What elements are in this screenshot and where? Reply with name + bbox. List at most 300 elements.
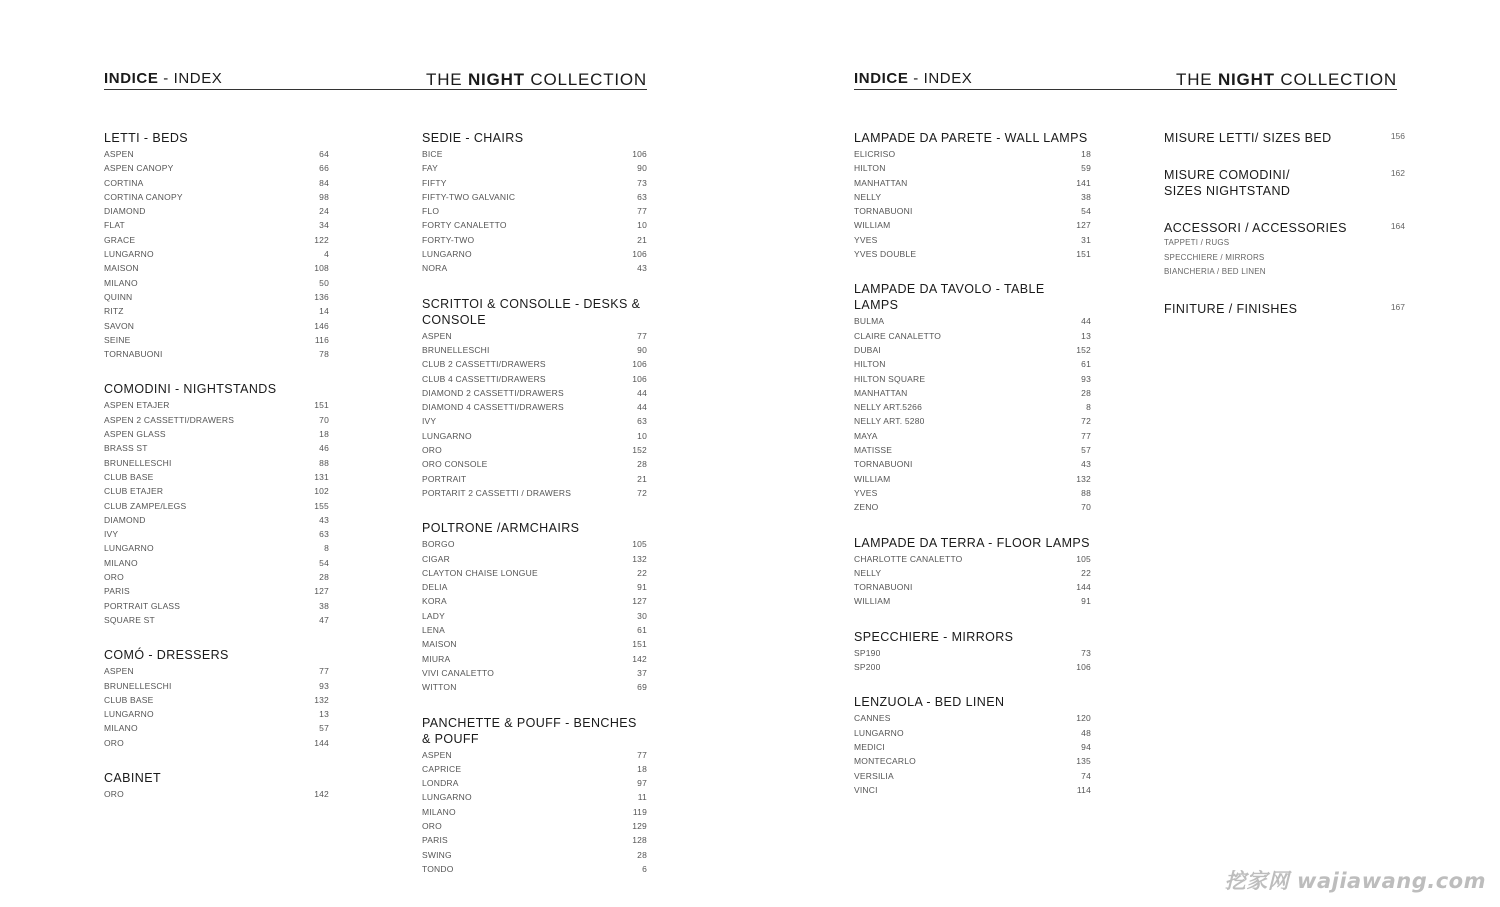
index-entry[interactable] (854, 769, 1091, 783)
entry-page-number: 13 (319, 709, 329, 720)
entry-page-number: 127 (314, 586, 329, 597)
entry-name: SP190 (854, 647, 881, 658)
toc-title: ACCESSORI / ACCESSORIES (1164, 221, 1347, 235)
section-title: LAMPADE DA PARETE - WALL LAMPS (854, 131, 1088, 145)
entry-page-number: 43 (1081, 459, 1091, 470)
toc-title: FINITURE / FINISHES (1164, 301, 1298, 316)
entry-name: MANHATTAN (854, 387, 908, 398)
index-entry[interactable] (104, 570, 329, 584)
index-entry[interactable] (104, 499, 329, 513)
entry-name: MEDICI (854, 741, 885, 752)
entry-name: LUNGARNO (854, 727, 904, 738)
index-entry[interactable] (422, 790, 647, 804)
entry-page-number: 127 (632, 596, 647, 607)
index-entry[interactable] (854, 190, 1091, 204)
entry-name: WILLIAM (854, 220, 891, 231)
entry-page-number: 84 (319, 177, 329, 188)
entry-name: CLUB 4 CASSETTI/DRAWERS (422, 373, 546, 384)
entry-name: ORO (422, 820, 442, 831)
index-entry[interactable] (422, 862, 647, 876)
entry-name: WILLIAM (854, 473, 891, 484)
index-entry[interactable] (104, 319, 329, 333)
entry-name: BRUNELLESCHI (104, 457, 172, 468)
entry-name: ASPEN CANOPY (104, 163, 174, 174)
entry-page-number: 14 (319, 306, 329, 317)
index-entry[interactable] (104, 679, 329, 693)
entry-name: HILTON SQUARE (854, 373, 926, 384)
index-entry[interactable] (104, 261, 329, 275)
index-entry[interactable] (104, 664, 329, 678)
entry-name: ASPEN ETAJER (104, 400, 170, 411)
entry-page-number: 135 (1076, 756, 1091, 767)
index-entry[interactable] (104, 398, 329, 412)
index-column-1 (104, 130, 329, 821)
index-entry[interactable] (422, 357, 647, 371)
index-entry[interactable] (854, 204, 1091, 218)
index-column-3 (854, 130, 1091, 817)
index-entry[interactable] (422, 805, 647, 819)
toc-entry[interactable] (1164, 220, 1405, 280)
entry-page-number: 18 (1081, 149, 1091, 159)
entry-page-number: 44 (1081, 316, 1091, 327)
index-entry[interactable] (854, 233, 1091, 247)
index-entry[interactable] (104, 541, 329, 555)
index-entry[interactable] (854, 594, 1091, 608)
entry-page-number: 28 (637, 849, 647, 860)
index-entry[interactable] (104, 247, 329, 261)
index-entry[interactable] (422, 776, 647, 790)
entry-page-number: 10 (637, 430, 647, 441)
entry-name: DIAMOND 4 CASSETTI/DRAWERS (422, 402, 564, 413)
index-entry[interactable] (854, 726, 1091, 740)
index-entry[interactable] (854, 247, 1091, 261)
entry-name: BORGO (422, 539, 455, 550)
entry-name: LONDRA (422, 778, 459, 789)
entry-name: VERSILIA (854, 770, 894, 781)
entry-page-number: 90 (637, 163, 647, 174)
index-entry[interactable] (854, 783, 1091, 797)
index-entry[interactable] (854, 357, 1091, 371)
entry-page-number: 132 (1076, 473, 1091, 484)
entry-name: MAISON (104, 263, 139, 274)
entry-name: ASPEN GLASS (104, 429, 166, 440)
entry-name: YVES (854, 487, 878, 498)
index-entry[interactable] (854, 660, 1091, 674)
entry-page-number: 73 (1081, 647, 1091, 658)
index-entry[interactable] (854, 161, 1091, 175)
entry-name: WITTON (422, 682, 457, 693)
entry-name: SWING (422, 849, 452, 860)
entry-page-number: 98 (319, 191, 329, 202)
index-entry[interactable] (854, 580, 1091, 594)
index-entry[interactable] (104, 470, 329, 484)
entry-name: LADY (422, 610, 446, 621)
index-entry[interactable] (422, 329, 647, 343)
entry-name: LUNGARNO (104, 709, 154, 720)
index-entry[interactable] (422, 386, 647, 400)
entry-name: HILTON (854, 163, 886, 174)
index-entry[interactable] (422, 472, 647, 486)
index-entry[interactable] (854, 646, 1091, 660)
entry-page-number: 47 (319, 614, 329, 625)
index-entry[interactable] (854, 372, 1091, 386)
entry-name: TORNABUONI (854, 206, 913, 217)
index-section (854, 130, 1091, 261)
entry-name: VINCI (854, 784, 878, 795)
entry-page-number: 46 (319, 443, 329, 454)
entry-page-number: 28 (637, 459, 647, 470)
index-section (854, 535, 1091, 609)
entry-name: CLUB ETAJER (104, 486, 164, 497)
index-entry[interactable] (422, 218, 647, 232)
index-entry[interactable] (854, 457, 1091, 471)
entry-name: CAPRICE (422, 763, 462, 774)
entry-page-number: 4 (324, 249, 329, 260)
entry-name: SP200 (854, 662, 881, 673)
index-entry[interactable] (422, 190, 647, 204)
index-entry[interactable] (854, 314, 1091, 328)
index-entry[interactable] (104, 176, 329, 190)
entry-name: KORA (422, 596, 447, 607)
index-entry[interactable] (422, 161, 647, 175)
entry-name: MONTECARLO (854, 756, 916, 767)
index-entry[interactable] (422, 343, 647, 357)
index-entry[interactable] (854, 343, 1091, 357)
section-title: LAMPADE DA TERRA - FLOOR LAMPS (854, 535, 1090, 550)
index-entry[interactable] (104, 721, 329, 735)
entry-page-number: 90 (637, 344, 647, 355)
entry-name: NELLY ART. 5280 (854, 416, 925, 427)
index-entry[interactable] (422, 848, 647, 862)
entry-page-number: 97 (637, 778, 647, 789)
entry-name: ASPEN (104, 666, 134, 677)
index-section (854, 629, 1091, 675)
index-section (104, 130, 329, 361)
index-section (104, 647, 329, 750)
index-entry[interactable] (854, 176, 1091, 190)
toc-page-number: 156 (1390, 131, 1405, 141)
entry-name: DIAMOND (104, 514, 146, 525)
index-entry[interactable] (104, 527, 329, 541)
index-entry[interactable] (854, 740, 1091, 754)
index-entry[interactable] (104, 513, 329, 527)
index-entry[interactable] (422, 429, 647, 443)
entry-page-number: 44 (637, 387, 647, 398)
index-entry[interactable] (854, 429, 1091, 443)
index-entry[interactable] (104, 276, 329, 290)
entry-name: ORO (104, 788, 124, 799)
entry-name: MANHATTAN (854, 177, 908, 188)
section-title: CABINET (104, 770, 161, 785)
toc-title: MISURE COMODINI/ SIZES NIGHTSTAND (1164, 168, 1291, 198)
entry-name: DELIA (422, 582, 448, 593)
index-entry[interactable] (422, 762, 647, 776)
entry-name: VIVI CANALETTO (422, 667, 495, 678)
entry-name: QUINN (104, 291, 133, 302)
toc-entry[interactable] (1164, 167, 1405, 199)
toc-page-number: 167 (1390, 301, 1405, 312)
index-entry[interactable] (104, 484, 329, 498)
index-entry[interactable] (422, 261, 647, 275)
index-entry[interactable] (104, 556, 329, 570)
entry-name: FORTY-TWO (422, 234, 475, 245)
index-entry[interactable] (104, 233, 329, 247)
index-entry[interactable] (422, 580, 647, 594)
index-entry[interactable] (422, 247, 647, 261)
entry-name: NELLY (854, 191, 882, 202)
index-entry[interactable] (104, 218, 329, 232)
entry-name: MILANO (104, 723, 138, 734)
entry-name: DIAMOND 2 CASSETTI/DRAWERS (422, 387, 564, 398)
index-entry[interactable] (422, 609, 647, 623)
entry-page-number: 69 (637, 682, 647, 693)
index-section (104, 770, 329, 801)
index-entry[interactable] (422, 443, 647, 457)
index-entry[interactable] (422, 400, 647, 414)
index-entry[interactable] (104, 161, 329, 175)
entry-page-number: 108 (314, 263, 329, 274)
index-entry[interactable] (104, 584, 329, 598)
index-entry[interactable] (104, 456, 329, 470)
entry-name: ASPEN (422, 330, 452, 341)
index-entry[interactable] (422, 457, 647, 471)
index-entry[interactable] (104, 290, 329, 304)
entry-page-number: 66 (319, 163, 329, 174)
entry-page-number: 18 (637, 763, 647, 774)
index-entry[interactable] (104, 304, 329, 318)
entry-page-number: 61 (637, 625, 647, 636)
entry-page-number: 44 (637, 402, 647, 413)
entry-name: CANNES (854, 713, 891, 724)
index-entry[interactable] (104, 147, 329, 161)
entry-page-number: 105 (1076, 553, 1091, 564)
entry-page-number: 34 (319, 220, 329, 231)
index-entry[interactable] (422, 594, 647, 608)
entry-page-number: 18 (319, 429, 329, 440)
section-title: LETTI - BEDS (104, 131, 188, 145)
entry-page-number: 151 (632, 639, 647, 650)
entry-name: YVES (854, 234, 878, 245)
index-column-4 (1164, 130, 1405, 338)
entry-page-number: 30 (637, 610, 647, 621)
index-entry[interactable] (104, 693, 329, 707)
entry-page-number: 132 (632, 553, 647, 564)
index-entry[interactable] (422, 204, 647, 218)
entry-name: ORO (104, 572, 124, 583)
entry-page-number: 106 (632, 249, 647, 260)
entry-page-number: 155 (314, 500, 329, 511)
entry-name: PARIS (422, 835, 448, 846)
index-entry[interactable] (104, 347, 329, 361)
index-entry[interactable] (422, 372, 647, 386)
index-entry[interactable] (854, 414, 1091, 428)
index-entry[interactable] (854, 147, 1091, 161)
index-entry[interactable] (854, 754, 1091, 768)
entry-page-number: 106 (632, 373, 647, 384)
entry-name: TORNABUONI (854, 582, 913, 593)
entry-page-number: 63 (637, 191, 647, 202)
index-entry[interactable] (422, 666, 647, 680)
entry-name: LUNGARNO (422, 430, 472, 441)
index-section (104, 381, 329, 627)
index-entry[interactable] (422, 623, 647, 637)
entry-page-number: 48 (1081, 727, 1091, 738)
entry-name: DIAMOND (104, 206, 146, 217)
index-entry[interactable] (854, 552, 1091, 566)
entry-name: NELLY (854, 567, 882, 578)
entry-page-number: 77 (319, 666, 329, 677)
toc-title: MISURE LETTI/ SIZES BED (1164, 131, 1332, 145)
index-section (854, 694, 1091, 797)
entry-page-number: 88 (1081, 487, 1091, 498)
entry-name: ZENO (854, 502, 879, 513)
index-entry[interactable] (422, 176, 647, 190)
entry-page-number: 38 (319, 600, 329, 611)
entry-page-number: 8 (324, 543, 329, 554)
entry-name: SQUARE ST (104, 614, 155, 625)
index-entry[interactable] (422, 637, 647, 651)
entry-page-number: 114 (1076, 784, 1091, 795)
section-title: POLTRONE /ARMCHAIRS (422, 521, 580, 536)
entry-name: NELLY ART.5266 (854, 402, 923, 413)
entry-page-number: 93 (319, 680, 329, 691)
entry-name: CLUB 2 CASSETTI/DRAWERS (422, 359, 546, 370)
index-column-2 (422, 130, 647, 896)
entry-page-number: 11 (637, 792, 647, 803)
index-entry[interactable] (104, 441, 329, 455)
index-entry[interactable] (422, 566, 647, 580)
index-entry[interactable] (854, 329, 1091, 343)
index-entry[interactable] (422, 819, 647, 833)
entry-name: LUNGARNO (422, 792, 472, 803)
index-entry[interactable] (854, 218, 1091, 232)
index-entry[interactable] (422, 414, 647, 428)
toc-entry[interactable] (1164, 130, 1405, 146)
section-title: COMODINI - NIGHTSTANDS (104, 382, 277, 397)
entry-name: YVES DOUBLE (854, 249, 917, 260)
index-section (422, 130, 647, 276)
index-entry[interactable] (422, 233, 647, 247)
entry-page-number: 21 (637, 234, 647, 245)
index-section (422, 520, 647, 694)
entry-name: FAY (422, 163, 439, 174)
index-entry[interactable] (104, 333, 329, 347)
entry-name: IVY (104, 529, 119, 540)
entry-page-number: 127 (1076, 220, 1091, 231)
index-entry[interactable] (854, 566, 1091, 580)
index-entry[interactable] (104, 736, 329, 750)
entry-name: MIURA (422, 653, 451, 664)
entry-name: PORTRAIT GLASS (104, 600, 181, 611)
entry-page-number: 119 (632, 806, 647, 817)
index-entry[interactable] (104, 413, 329, 427)
index-entry[interactable] (422, 537, 647, 551)
entry-name: ASPEN (422, 749, 452, 760)
entry-page-number: 106 (1076, 662, 1091, 673)
entry-name: FIFTY-TWO GALVANIC (422, 191, 516, 202)
entry-page-number: 73 (637, 177, 647, 188)
index-entry[interactable] (104, 204, 329, 218)
entry-name: ASPEN 2 CASSETTI/DRAWERS (104, 414, 235, 425)
entry-name: ASPEN (104, 149, 134, 159)
entry-page-number: 54 (319, 557, 329, 568)
index-entry[interactable] (104, 787, 329, 801)
section-title: SCRITTOI & CONSOLLE - DESKS & CONSOLE (422, 296, 641, 327)
index-entry[interactable] (104, 599, 329, 613)
index-entry[interactable] (104, 707, 329, 721)
index-entry[interactable] (104, 427, 329, 441)
entry-name: TORNABUONI (854, 459, 913, 470)
index-entry[interactable] (854, 711, 1091, 725)
index-entry[interactable] (854, 386, 1091, 400)
entry-page-number: 24 (319, 206, 329, 217)
entry-name: WILLIAM (854, 596, 891, 607)
index-entry[interactable] (422, 748, 647, 762)
entry-page-number: 70 (1081, 502, 1091, 513)
entry-name: LUNGARNO (104, 249, 154, 260)
entry-name: CLUB BASE (104, 694, 154, 705)
entry-name: CORTINA (104, 177, 144, 188)
section-title: LENZUOLA - BED LINEN (854, 695, 1005, 710)
entry-name: IVY (422, 416, 437, 427)
entry-name: ORO CONSOLE (422, 459, 488, 470)
index-entry[interactable] (422, 486, 647, 500)
index-entry[interactable] (854, 486, 1091, 500)
entry-name: TORNABUONI (104, 349, 163, 360)
toc-entry[interactable] (1164, 301, 1405, 317)
entry-page-number: 64 (319, 149, 329, 159)
index-entry[interactable] (422, 552, 647, 566)
index-section (854, 281, 1091, 514)
entry-page-number: 141 (1076, 177, 1091, 188)
index-entry[interactable] (854, 443, 1091, 457)
index-heading-right: INDICE - INDEX (854, 70, 973, 87)
entry-page-number: 94 (1081, 741, 1091, 752)
index-entry[interactable] (104, 190, 329, 204)
entry-page-number: 105 (632, 539, 647, 550)
entry-page-number: 106 (632, 149, 647, 159)
entry-page-number: 152 (632, 445, 647, 456)
entry-page-number: 146 (314, 320, 329, 331)
entry-name: CORTINA CANOPY (104, 191, 183, 202)
index-entry[interactable] (854, 472, 1091, 486)
entry-page-number: 6 (642, 863, 647, 874)
entry-page-number: 57 (1081, 445, 1091, 456)
index-entry[interactable] (854, 500, 1091, 514)
entry-name: RITZ (104, 306, 124, 317)
index-entry[interactable] (422, 147, 647, 161)
section-title: SEDIE - CHAIRS (422, 131, 524, 145)
entry-page-number: 72 (1081, 416, 1091, 427)
index-entry[interactable] (104, 613, 329, 627)
index-entry[interactable] (422, 833, 647, 847)
entry-page-number: 28 (319, 572, 329, 583)
index-entry[interactable] (422, 680, 647, 694)
entry-name: GRACE (104, 234, 136, 245)
index-entry[interactable] (422, 652, 647, 666)
entry-page-number: 8 (1086, 402, 1091, 413)
index-entry[interactable] (854, 400, 1091, 414)
entry-name: PORTARIT 2 CASSETTI / DRAWERS (422, 487, 572, 498)
entry-name: CLUB BASE (104, 471, 154, 482)
toc-subentry: TAPPETI / RUGS (1164, 238, 1230, 247)
entry-page-number: 120 (1076, 713, 1091, 724)
entry-page-number: 38 (1081, 191, 1091, 202)
entry-name: BICE (422, 149, 443, 159)
entry-page-number: 91 (1081, 596, 1091, 607)
entry-page-number: 50 (319, 277, 329, 288)
entry-name: FLAT (104, 220, 125, 231)
